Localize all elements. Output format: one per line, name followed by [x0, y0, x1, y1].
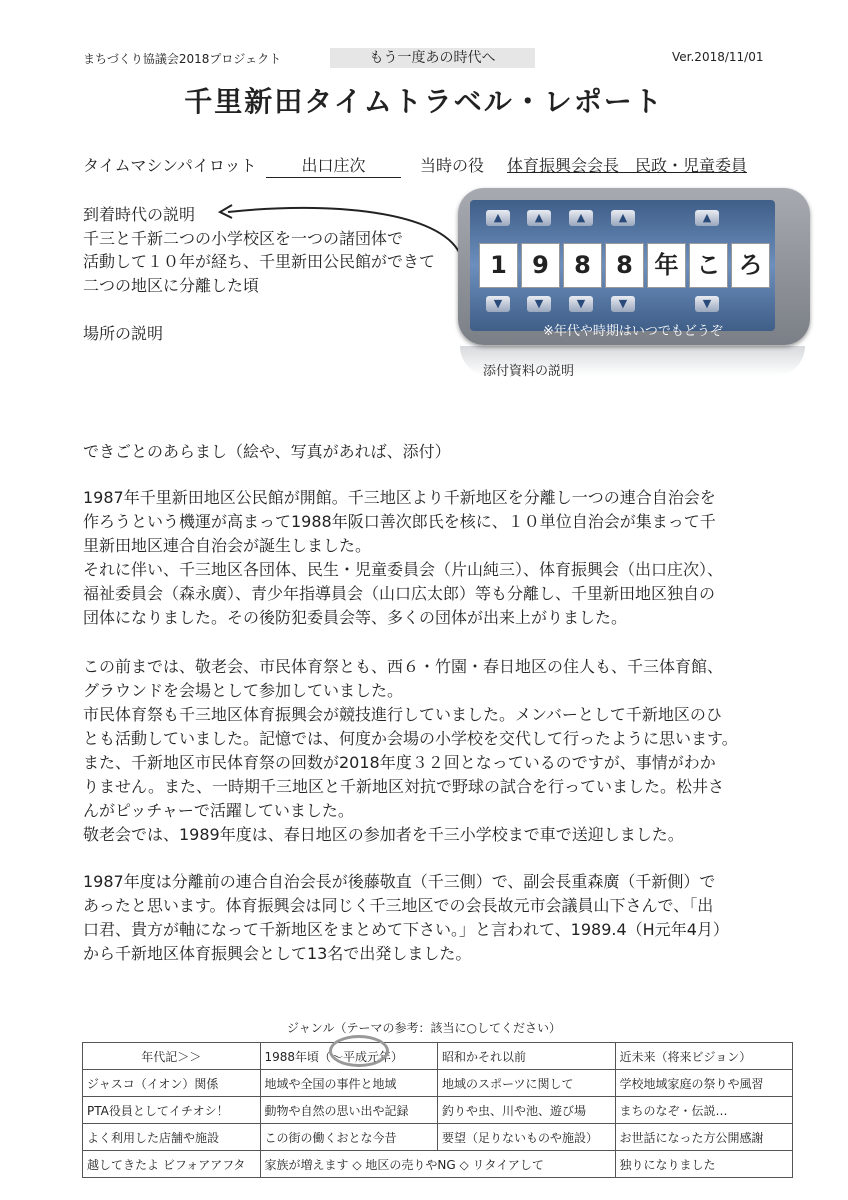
story-line: 作ろうという機運が高まって1988年阪口善次郎氏を核に、１０単位自治会が集まって千 — [83, 512, 716, 531]
version-label: Ver.2018/11/01 — [672, 50, 764, 64]
genre-cell[interactable]: 越してきたよ ビフォアアフタ — [83, 1151, 261, 1178]
genre-caption: ジャンル（テーマの参考：該当に○してください） — [287, 1021, 561, 1035]
genre-cell[interactable]: 動物や自然の思い出や記録 — [260, 1097, 438, 1124]
arrival-line: 千三と千新二つの小学校区を一つの諸団体で — [83, 228, 404, 248]
year-digit: 8 — [563, 243, 602, 288]
table-row — [83, 1151, 793, 1178]
table-row — [83, 1097, 793, 1124]
genre-cell[interactable]: まちのなぞ・伝説… — [615, 1097, 793, 1124]
down-arrow-icon[interactable]: ▼ — [611, 296, 635, 312]
table-row — [83, 1124, 793, 1151]
story-line: 口君、貴方が軸になって千新地区をまとめて下さい。」と言われて、1989.4（H元年4月） — [83, 920, 729, 939]
genre-table — [82, 1042, 793, 1178]
up-arrow-icon[interactable]: ▲ — [569, 210, 593, 226]
arrival-line: 活動して１０年が経ち、千里新田公民館ができて — [83, 252, 436, 271]
story-paragraph — [83, 655, 773, 847]
down-arrow-icon[interactable]: ▼ — [695, 296, 719, 312]
role-label: 当時の役 — [420, 156, 485, 175]
subtitle-badge: もう一度あの時代へ — [330, 48, 535, 68]
story-line: とも活動していました。記憶では、何度か会場の小学校を交代して行ったように思います。 — [83, 729, 738, 748]
page-title: 千里新田タイムトラベル・レポート — [184, 85, 664, 118]
genre-cell[interactable]: 学校地域家庭の祭りや風習 — [615, 1070, 793, 1097]
arrow-icon — [210, 196, 470, 261]
arrival-label: 到着時代の説明 — [83, 205, 196, 224]
genre-cell[interactable]: 1988年頃（～平成元年） — [260, 1043, 438, 1070]
down-arrow-icon[interactable]: ▼ — [486, 296, 510, 312]
story-line: りません。また、一時期千三地区と千新地区対抗で野球の試合を行っていました。松井さ — [83, 777, 724, 796]
genre-cell[interactable]: お世話になった方公開感謝 — [615, 1124, 793, 1151]
story-line: それに伴い、千三地区各団体、民生・児童委員会（片山純三）、体育振興会（出口庄次）、 — [83, 560, 724, 579]
down-arrow-icon[interactable]: ▼ — [527, 296, 551, 312]
story-line: から千新地区体育振興会として13名で出発しました。 — [83, 944, 472, 963]
year-digit: 8 — [605, 243, 644, 288]
attachment-label: 添付資料の説明 — [483, 364, 575, 379]
story-line: 敬老会では、1989年度は、春日地区の参加者を千三小学校まで車で送迎しました。 — [83, 825, 684, 844]
genre-cell[interactable]: 昭和かそれ以前 — [438, 1043, 616, 1070]
genre-cell[interactable]: 地域や全国の事件と地域 — [260, 1070, 438, 1097]
machine-note: ※年代や時期はいつでもどうぞ — [543, 324, 723, 339]
genre-cell[interactable]: 年代記＞＞ — [83, 1043, 261, 1070]
up-arrow-icon[interactable]: ▲ — [695, 210, 719, 226]
year-digit: 1 — [479, 243, 518, 288]
genre-cell[interactable]: 家族が増えます ◇ 地区の売りやNG ◇ リタイアして — [260, 1151, 615, 1178]
story-line: 1987年度は分離前の連合自治会長が後藤敬直（千三側）で、副会長重森廣（千新側）で — [83, 872, 716, 891]
story-line: 福祉委員会（森永廣）、青少年指導員会（山口広太郎）等も分離し、千里新田地区独自の — [83, 584, 716, 603]
period-char: こ — [689, 243, 728, 288]
genre-cell[interactable]: 近未来（将来ビジョン） — [615, 1043, 793, 1070]
project-name: まちづくり協議会2018プロジェクト — [83, 52, 282, 66]
pilot-label: タイムマシンパイロット — [83, 156, 257, 175]
pilot-name: 出口庄次 — [266, 153, 401, 178]
year-char: 年 — [647, 243, 686, 288]
genre-cell[interactable]: ジャスコ（イオン）関係 — [83, 1070, 261, 1097]
arrival-line: 二つの地区に分離した頃 — [83, 275, 260, 295]
up-arrow-icon[interactable]: ▲ — [527, 210, 551, 226]
place-label: 場所の説明 — [83, 324, 164, 343]
story-line: この前までは、敬老会、市民体育祭とも、西６・竹園・春日地区の住人も、千三体育館、 — [83, 657, 724, 676]
selection-circle — [329, 1035, 389, 1067]
up-arrow-icon[interactable]: ▲ — [611, 210, 635, 226]
story-line: 1987年千里新田地区公民館が開館。千三地区より千新地区を分離し一つの連合自治会を — [83, 488, 716, 507]
story-line: 里新田地区連合自治会が誕生しました。 — [83, 536, 372, 555]
period-char: ろ — [731, 243, 770, 288]
genre-cell[interactable]: 地域のスポーツに関して — [438, 1070, 616, 1097]
table-row — [83, 1070, 793, 1097]
story-line: 団体になりました。その後防犯委員会等、多くの団体が出来上がりました。 — [83, 608, 628, 627]
genre-cell[interactable]: この街の働くおとな今昔 — [260, 1124, 438, 1151]
genre-cell[interactable]: PTA役員としてイチオシ！ — [83, 1097, 261, 1124]
genre-cell[interactable]: 要望（足りないものや施設） — [438, 1124, 616, 1151]
story-line: また、千新地区市民体育祭の回数が2018年度３２回となっているのですが、事情がわか — [83, 753, 716, 772]
summary-label: できごとのあらまし（絵や、写真があれば、添付） — [83, 442, 451, 461]
story-line: 市民体育祭も千三地区体育振興会が競技進行していました。メンバーとして千新地区のひ — [83, 705, 722, 724]
genre-cell[interactable]: 独りになりました — [615, 1151, 793, 1178]
story-paragraph — [83, 486, 773, 630]
genre-cell[interactable]: よく利用した店舗や施設 — [83, 1124, 261, 1151]
up-arrow-icon[interactable]: ▲ — [486, 210, 510, 226]
story-paragraph — [83, 870, 773, 966]
year-digit: 9 — [521, 243, 560, 288]
story-line: あったと思います。体育振興会は同じく千三地区での会長故元市会議員山下さんで、「出 — [83, 896, 714, 915]
table-row — [83, 1043, 793, 1070]
down-arrow-icon[interactable]: ▼ — [569, 296, 593, 312]
genre-cell[interactable]: 釣りや虫、川や池、遊び場 — [438, 1097, 616, 1124]
role-value: 体育振興会会長 民政・児童委員 — [507, 156, 748, 175]
story-line: んがピッチャーで活躍していました。 — [83, 801, 354, 820]
story-line: グラウンドを会場として参加していました。 — [83, 681, 404, 700]
